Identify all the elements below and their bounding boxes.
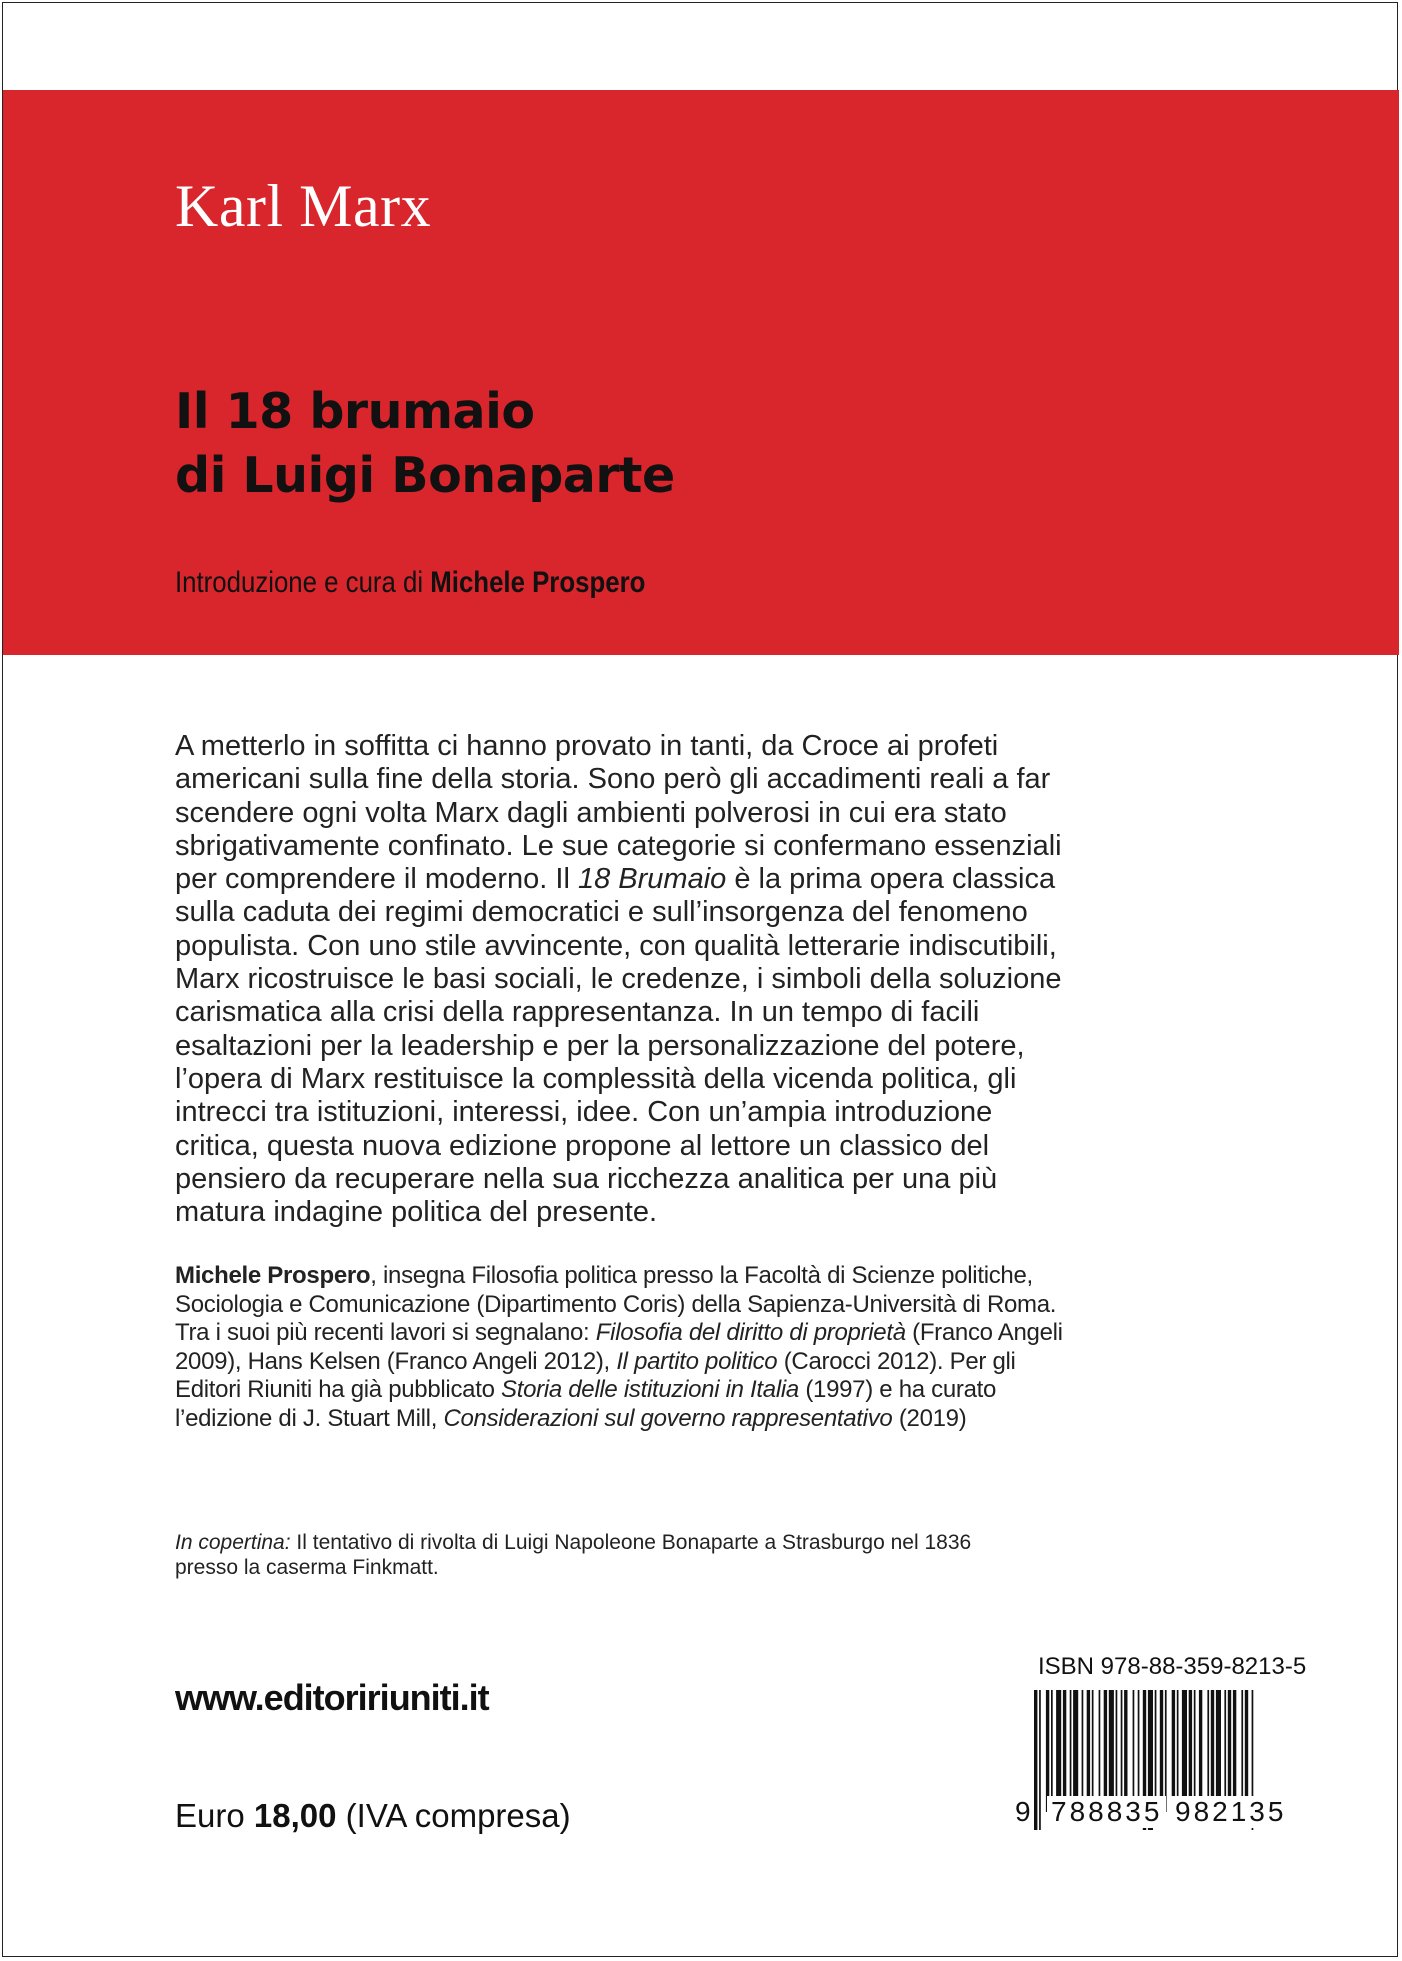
bio-text-3: (Carocci 2012). Per gli Editori Riuniti ha già pubblicato <box>175 1347 1016 1403</box>
barcode-bar <box>1189 1690 1192 1812</box>
barcode-bar <box>1121 1690 1123 1812</box>
barcode-bar <box>1241 1690 1243 1812</box>
barcode-bar <box>1216 1690 1221 1812</box>
barcode-bar <box>1063 1690 1066 1812</box>
barcode-bar <box>1070 1690 1072 1812</box>
barcode-bar <box>1034 1690 1037 1830</box>
barcode-bar <box>1224 1690 1226 1812</box>
barcode-bar <box>1082 1690 1084 1812</box>
barcode-bar <box>1133 1690 1135 1812</box>
barcode-bar <box>1172 1690 1175 1812</box>
publisher-website[interactable]: www.editoririuniti.it <box>175 1677 489 1718</box>
editor-name: Michele Prospero <box>430 566 646 599</box>
author-name: Karl Marx <box>175 173 432 239</box>
barcode-bar <box>1194 1690 1196 1812</box>
bio-text-1: , insegna Filosofia politica presso la Facoltà di Scienze politiche, Sociologia e Comunicazione (Dipartimento Coris) della Sapienza-Università di Roma. Tra i suoi più recenti lavori si segnalano: <box>175 1262 1057 1346</box>
price-prefix: Euro <box>175 1797 245 1834</box>
bio-work-3: Storia delle istituzioni in Italia <box>501 1376 799 1403</box>
bio-work-2: Il partito politico <box>616 1347 778 1375</box>
barcode-bar <box>1109 1690 1114 1812</box>
bio-text-5: (2019) <box>892 1404 967 1432</box>
barcode-bar <box>1046 1690 1049 1812</box>
book-title <box>175 380 675 508</box>
barcode-digits-left: 788835 <box>1047 1796 1166 1828</box>
barcode-bar <box>1056 1690 1061 1812</box>
barcode-bar <box>1245 1690 1248 1812</box>
barcode-bar <box>1233 1690 1236 1812</box>
blurb-text-2: è la prima opera classica sulla caduta dei regimi democratici e sull’insorgenza del fenomeno populista. Con uno stile avvincente, con qualità letterarie indiscutibili, Marx ricostruisce le basi sociali, le credenze, i simboli della soluzione carismatica alla crisi della rappresentanza. In un tempo di facili esaltazioni per la leadership e per la personalizzazione del potere, l’opera di Marx restituisce la complessità della vicenda politica, gli intrecci tra istituzioni, interessi, idee. Con un’ampia introduzione critica, questa nuova edizione propone al lettore un classico del pensiero da recuperare nella sua ricchezza analitica per una più matura indagine politica del presente. <box>175 863 1062 1229</box>
barcode-bar <box>1104 1690 1107 1812</box>
barcode-bar <box>1073 1690 1078 1812</box>
editor-credit <box>175 566 645 600</box>
barcode-bar <box>1138 1690 1140 1812</box>
editor-prefix: Introduzione e cura di <box>175 566 424 599</box>
barcode-bar <box>1211 1690 1214 1812</box>
cover-note-paragraph <box>175 1530 975 1580</box>
barcode-bar <box>1199 1690 1202 1812</box>
price-suffix: (IVA compresa) <box>345 1797 571 1834</box>
cover-note-text: Il tentativo di rivolta di Luigi Napoleone Bonaparte a Strasburgo nel 1836 presso la caserma Finkmatt. <box>175 1531 972 1579</box>
blurb-work-title: 18 Brumaio <box>577 863 727 896</box>
bio-paragraph <box>175 1262 1075 1433</box>
blurb-text-1: A metterlo in soffitta ci hanno provato in tanti, da Croce ai profeti americani sulla fine della storia. Sono però gli accadimenti reali a far scendere ogni volta Marx dagli ambienti polverosi in cui era stato sbrigativamente confinato. Le sue categorie si confermano essenziali per comprendere il moderno. Il <box>175 730 1062 896</box>
barcode-bar <box>1051 1690 1053 1812</box>
barcode-bar <box>1099 1690 1101 1812</box>
blurb-paragraph <box>175 730 1075 1229</box>
barcode-bar <box>1092 1690 1094 1812</box>
barcode-bar <box>1039 1690 1041 1830</box>
barcode-bar <box>1155 1690 1157 1812</box>
author-bio <box>175 1262 1075 1433</box>
cover-note <box>175 1530 975 1580</box>
barcode-bar <box>1165 1690 1167 1812</box>
blurb <box>175 730 1075 1229</box>
barcode-digit-first: 9 <box>1015 1796 1031 1827</box>
bio-work-4: Considerazioni sul governo rappresentativo <box>443 1404 893 1432</box>
isbn-label: ISBN 978-88-359-8213-5 <box>1038 1653 1307 1680</box>
cover-note-label: In copertina: <box>175 1531 291 1554</box>
barcode-digits-right: 982135 <box>1171 1796 1290 1828</box>
barcode-bar <box>1116 1690 1118 1812</box>
bio-name: Michele Prospero <box>175 1262 371 1289</box>
bio-text-4: (1997) e ha curato l’edizione di J. Stuart Mill, <box>175 1376 997 1432</box>
price <box>175 1797 571 1835</box>
barcode-bar <box>1182 1690 1187 1812</box>
barcode-bar <box>1124 1690 1127 1812</box>
bio-text-2: (Franco Angeli 2009), Hans Kelsen (Franco Angeli 2012), <box>175 1319 1063 1375</box>
barcode-bar <box>1177 1690 1179 1812</box>
barcode-bar <box>1087 1690 1090 1812</box>
barcode-bar <box>1228 1690 1231 1812</box>
barcode-bar <box>1207 1690 1209 1812</box>
title-line-2: di Luigi Bonaparte <box>175 447 675 504</box>
title-line-1: Il 18 brumaio <box>175 383 535 440</box>
bio-work-1: Filosofia del diritto di proprietà <box>595 1319 906 1346</box>
price-amount: 18,00 <box>253 1797 337 1834</box>
barcode-bar <box>1160 1690 1163 1812</box>
